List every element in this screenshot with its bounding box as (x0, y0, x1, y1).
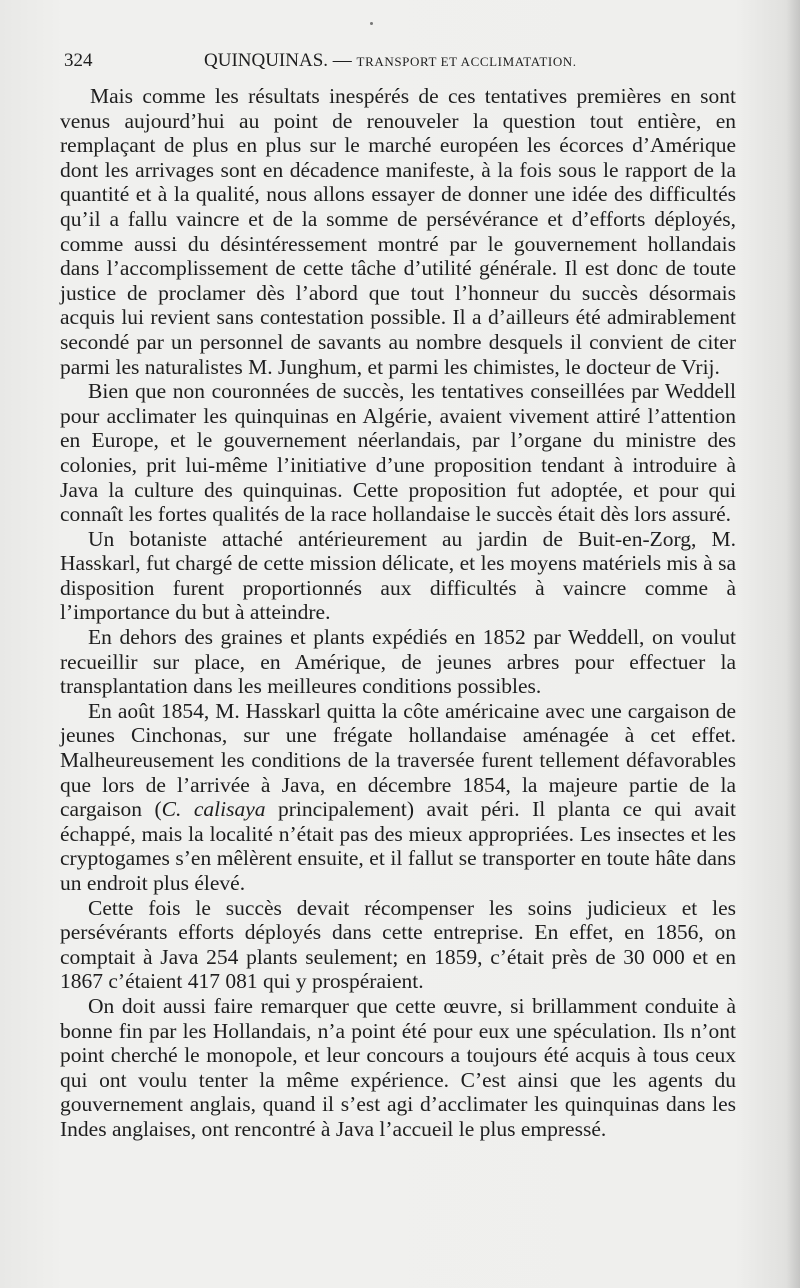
paragraph-5 (60, 699, 736, 896)
page-edge-shadow (786, 0, 800, 1288)
page-number: 324 (64, 50, 93, 71)
paragraph-4: En dehors des graines et plants expédiés en 1852 par Weddell, on voulut recueillir sur place, en Amérique, de jeunes arbres pour effectuer la transplantation dans les meilleures conditions possibles. (60, 625, 736, 699)
paragraph-1: Mais comme les résultats inespérés de ces tentatives premières en sont venus aujourd’hui au point de renouveler la question tout entière, en remplaçant de plus en plus sur le marché européen les écorces d’Amérique dont les arrivages sont en décadence manifeste, à la fois sous le rapport de la quantité et à la qualité, nous allons essayer de donner une idée des difficultés qu’il a fallu vaincre et de la somme de persévérance et d’efforts déployés, comme aussi du désintéressement montré par le gouvernement hollandais dans l’accomplissement de cette tâche d’utilité générale. Il est donc de toute justice de proclamer dès l’abord que tout l’honneur du succès désormais acquis lui revient sans contestation possible. Il a d’ailleurs été admirablement secondé par un personnel de savants au nombre desquels il convient de citer parmi les naturalistes M. Junghum, et parmi les chimistes, le docteur de Vrij. (60, 84, 736, 379)
running-title-sub: TRANSPORT ET ACCLIMATATION. (356, 54, 577, 69)
running-title-dash: — (328, 50, 357, 71)
paragraph-3: Un botaniste attaché antérieurement au jardin de Buit-en-Zorg, M. Hasskarl, fut chargé de cette mission délicate, et les moyens matériels mis à sa disposition furent proportionnés aux difficultés à vaincre comme à l’importance du but à atteindre. (60, 526, 736, 625)
running-title-main: QUINQUINAS. (204, 50, 329, 71)
paragraph-5-part-1: En août 1854, M. Hasskarl quitta la côte américaine avec une cargaison de jeunes Cinchonas, sur une frégate hollandaise aménagée à cet effet. Malheureusement les conditions de la traversée furent tellement défavorables que lors de l’arrivée à Java, en décembre 1854, la majeure partie de la cargaison ( (60, 698, 736, 822)
body-text (60, 84, 736, 1142)
paragraph-7: On doit aussi faire remarquer que cette œuvre, si brillamment conduite à bonne fin par les Hollandais, n’a point été pour eux une spéculation. Ils n’ont point cherché le monopole, et leur concours a toujours été acquis à tous ceux qui ont voulu tenter la même expérience. C’est ainsi que les agents du gouvernement anglais, quand il s’est agi d’acclimater les quinquinas dans les Indes anglaises, ont rencontré à Java l’accueil le plus empressé. (60, 993, 736, 1141)
paragraph-5-part-2: principalement) avait péri. Il planta ce qui avait échappé, mais la localité n’était pas des mieux appropriées. Les insectes et les cryptogames s’en mêlèrent ensuite, et il fallut se transporter en toute hâte dans un endroit plus élevé. (60, 797, 736, 895)
running-header (64, 48, 740, 74)
running-title (204, 48, 577, 75)
paragraph-6: Cette fois le succès devait récompenser les soins judicieux et les persévérants efforts déployés dans cette entreprise. En effet, en 1856, on comptait à Java 254 plants seulement; en 1859, c’était près de 30 000 et en 1867 c’étaient 417 081 qui y prospéraient. (60, 895, 736, 994)
paragraph-2: Bien que non couronnées de succès, les tentatives conseillées par Weddell pour acclimater les quinquinas en Algérie, avaient vivement attiré l’attention en Europe, et le gouvernement néerlandais, par l’organe du ministre des colonies, prit lui-même l’initiative d’une proposition tendant à introduire à Java la culture des quinquinas. Cette proposition fut adoptée, et pour qui connaît les fortes qualités de la race hollandaise le succès était dès lors assuré. (60, 379, 736, 527)
species-name: C. calisaya (161, 797, 266, 822)
paper-speck (370, 22, 373, 25)
